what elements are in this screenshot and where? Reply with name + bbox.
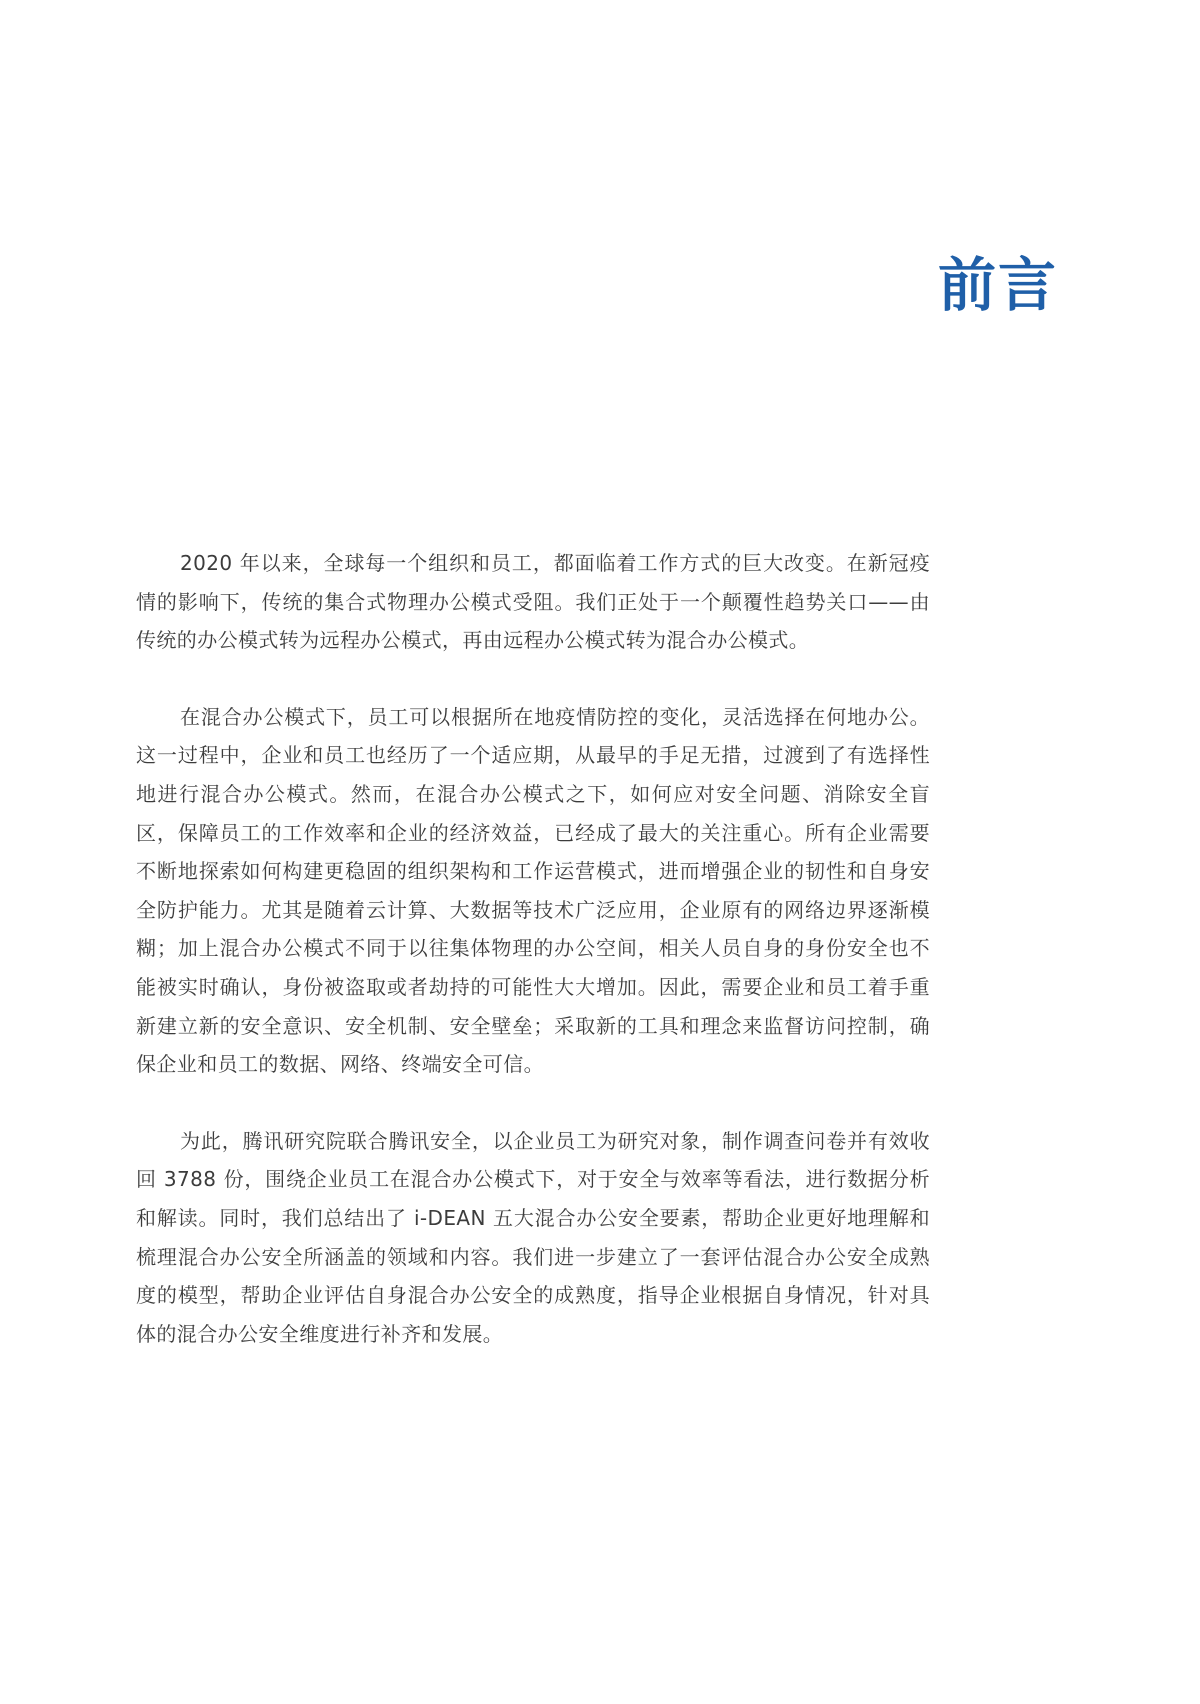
paragraph-3: 为此，腾讯研究院联合腾讯安全，以企业员工为研究对象，制作调查问卷并有效收回 3788 份，围绕企业员工在混合办公模式下，对于安全与效率等看法，进行数据分析和解读。同时，我们总结出了 i-DEAN 五大混合办公安全要素，帮助企业更好地理解和梳理混合办公安全所涵盖的领域和内容。我们进一步建立了一套评估混合办公安全成熟度的模型，帮助企业评估自身混合办公安全的成熟度，指导企业根据自身情况，针对具体的混合办公安全维度进行补齐和发展。 — [136, 1128, 930, 1346]
paragraph-2: 在混合办公模式下，员工可以根据所在地疫情防控的变化，灵活选择在何地办公。这一过程中，企业和员工也经历了一个适应期，从最早的手足无措，过渡到了有选择性地进行混合办公模式。然而，在混合办公模式之下，如何应对安全问题、消除安全盲区，保障员工的工作效率和企业的经济效益，已经成了最大的关注重心。所有企业需要不断地探索如何构建更稳固的组织架构和工作运营模式，进而增强企业的韧性和自身安全防护能力。尤其是随着云计算、大数据等技术广泛应用，企业原有的网络边界逐渐模糊；加上混合办公模式不同于以往集体物理的办公空间，相关人员自身的身份安全也不能被实时确认，身份被盗取或者劫持的可能性大大增加。因此，需要企业和员工着手重新建立新的安全意识、安全机制、安全壁垒；采取新的工具和理念来监督访问控制，确保企业和员工的数据、网络、终端安全可信。 — [136, 704, 930, 1077]
paragraph-1: 2020 年以来，全球每一个组织和员工，都面临着工作方式的巨大改变。在新冠疫情的影响下，传统的集合式物理办公模式受阻。我们正处于一个颠覆性趋势关口——由传统的办公模式转为远程办公模式，再由远程办公模式转为混合办公模式。 — [136, 551, 930, 653]
page-title: 前言 — [937, 251, 1058, 319]
preface-body — [136, 544, 930, 1391]
